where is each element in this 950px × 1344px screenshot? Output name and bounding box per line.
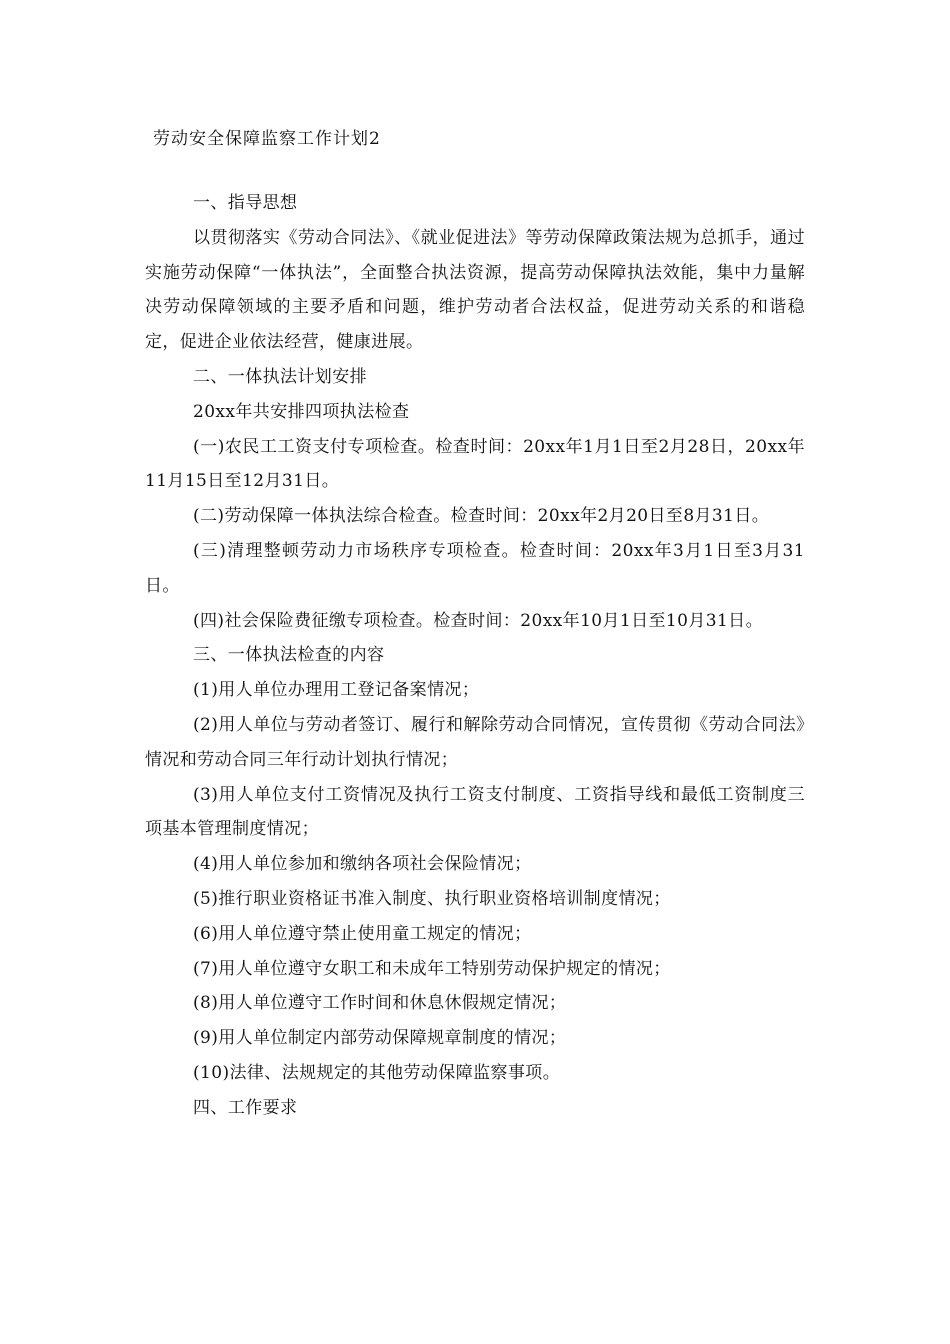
list-item: (四)社会保险费征缴专项检查。检查时间：20xx年10月1日至10月31日。 [193, 610, 763, 631]
list-item: (5)推行职业资格证书准入制度、执行职业资格培训制度情况； [193, 888, 671, 909]
document-body [145, 186, 805, 1126]
list-item: (三)清理整顿劳动力市场秩序专项检查。检查时间：20xx年3月1日至3月31日。 [145, 540, 805, 596]
document-title: 劳动安全保障监察工作计划2 [153, 129, 381, 149]
list-item: (9)用人单位制定内部劳动保障规章制度的情况； [193, 1028, 567, 1049]
list-item: (2)用人单位与劳动者签订、履行和解除劳动合同情况，宣传贯彻《劳动合同法》情况和劳动合同三年行动计划执行情况； [145, 714, 805, 770]
list-item: (一)农民工工资支付专项检查。检查时间：20xx年1月1日至2月28日，20xx年11月15日至12月31日。 [145, 436, 805, 492]
paragraph-plan-summary: 20xx年共安排四项执法检查 [193, 401, 410, 422]
list-item: (二)劳动保障一体执法综合检查。检查时间：20xx年2月20日至8月31日。 [193, 506, 770, 527]
list-item: (4)用人单位参加和缴纳各项社会保险情况； [193, 854, 532, 875]
list-item: (8)用人单位遵守工作时间和休息休假规定情况； [193, 993, 567, 1014]
section-heading-1: 一、指导思想 [193, 193, 298, 213]
list-item: (3)用人单位支付工资情况及执行工资支付制度、工资指导线和最低工资制度三项基本管理制度情况； [145, 784, 805, 840]
list-item: (6)用人单位遵守禁止使用童工规定的情况； [193, 923, 532, 944]
list-item: (7)用人单位遵守女职工和未成年工特别劳动保护规定的情况； [193, 958, 671, 979]
list-item: (1)用人单位办理用工登记备案情况； [193, 680, 480, 701]
section-heading-3: 三、一体执法检查的内容 [193, 645, 385, 666]
section-heading-4: 四、工作要求 [193, 1097, 298, 1118]
section-heading-2: 二、一体执法计划安排 [193, 366, 367, 387]
paragraph-guiding-thought: 以贯彻落实《劳动合同法》、《就业促进法》等劳动保障政策法规为总抓手，通过实施劳动保障“一体执法”，全面整合执法资源，提高劳动保障执法效能，集中力量解决劳动保障领域的主要矛盾和问题，维护劳动者合法权益，促进劳动关系的和谐稳定，促进企业依法经营，健康进展。 [145, 227, 805, 353]
list-item: (10)法律、法规规定的其他劳动保障监察事项。 [193, 1062, 561, 1083]
